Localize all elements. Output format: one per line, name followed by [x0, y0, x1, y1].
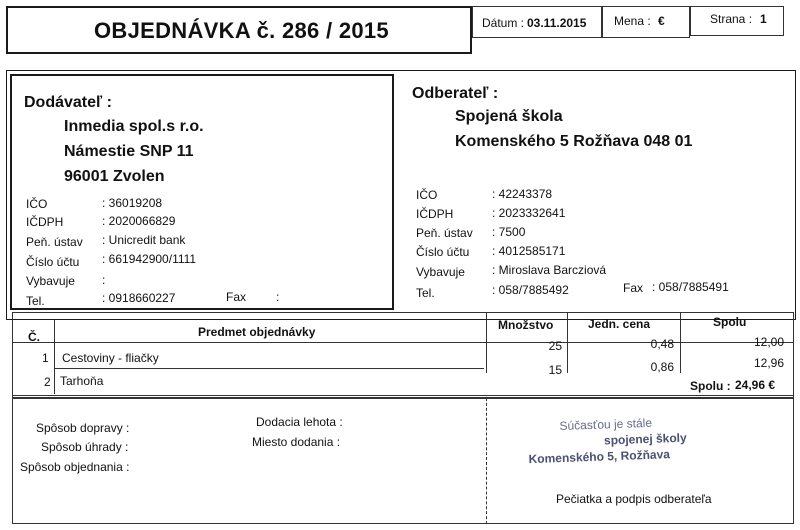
supplier-tel-label: Tel. [26, 294, 45, 308]
stamp-line-1: Súčasťou je stále [559, 415, 653, 434]
row-2-total: 12,96 [753, 356, 784, 370]
customer-contact-value: : Miroslava Barcziová [492, 263, 607, 277]
supplier-bank-label: Peň. ústav [26, 235, 83, 249]
col-divider-qty [567, 313, 568, 373]
supplier-bank-value: : Unicredit bank [102, 233, 186, 247]
col-divider-item [486, 313, 487, 373]
row-1-item: Cestoviny - fliačky [62, 351, 159, 365]
delivery-place-label: Miesto dodania : [252, 435, 341, 449]
row-2-item: Tarhoňa [60, 374, 104, 388]
row-2-unit-price: 0,86 [650, 360, 674, 374]
order-method-label: Spôsob objednania : [20, 460, 130, 474]
table-row-divider [54, 368, 484, 369]
col-divider-price [680, 313, 681, 373]
col-header-qty: Množstvo [498, 318, 554, 332]
col-header-item: Predmet objednávky [198, 325, 316, 339]
page-label: Strana : [710, 12, 753, 26]
col-header-total: Spolu [713, 315, 747, 329]
supplier-heading: Dodávateľ : [24, 94, 112, 111]
supplier-tel-value: : 0918660227 [102, 291, 176, 305]
footer-divider [486, 398, 487, 524]
customer-account-label: Číslo účtu [416, 245, 470, 259]
customer-icdph-value: : 2023332641 [492, 206, 566, 220]
customer-ico-label: IČO [416, 188, 438, 202]
supplier-contact-value: : [102, 273, 106, 287]
customer-fax-value: : 058/7885491 [652, 280, 729, 294]
date-label: Dátum : [482, 16, 525, 30]
row-1-unit-price: 0,48 [650, 337, 674, 351]
supplier-icdph-label: IČDPH [26, 215, 64, 229]
col-header-no: Č. [28, 330, 40, 344]
table-header-divider [12, 342, 794, 343]
customer-tel-label: Tel. [416, 286, 435, 300]
sum-label: Spolu : [690, 379, 731, 393]
supplier-city: 96001 Zvolen [64, 168, 165, 185]
signature-label: Pečiatka a podpis odberateľa [556, 492, 712, 506]
customer-fax-label: Fax [623, 281, 644, 295]
stamp-line-3: Komenského 5, Rožňava [528, 447, 671, 467]
page-value: 1 [760, 12, 767, 26]
customer-name: Spojená škola [455, 108, 563, 125]
supplier-contact-label: Vybavuje [26, 274, 75, 288]
date-value: 03.11.2015 [527, 16, 587, 30]
col-header-unit-price: Jedn. cena [588, 317, 651, 331]
row-1-qty: 25 [548, 339, 562, 353]
customer-bank-label: Peň. ústav [416, 226, 473, 240]
customer-heading: Odberateľ : [412, 85, 499, 102]
currency-value: € [658, 14, 665, 28]
supplier-account-value: : 661942900/1111 [102, 252, 197, 266]
stamp-line-2: spojenej školy [603, 430, 687, 448]
row-2-no: 2 [44, 375, 51, 389]
customer-contact-label: Vybavuje [416, 265, 465, 279]
col-divider-no [54, 320, 55, 394]
row-2-qty: 15 [548, 363, 562, 377]
customer-stamp [507, 412, 729, 468]
customer-tel-value: : 058/7885492 [492, 283, 569, 297]
page-title: OBJEDNÁVKA č. 286 / 2015 [94, 18, 389, 43]
supplier-street: Námestie SNP 11 [64, 143, 194, 160]
supplier-fax-value: : [276, 290, 280, 304]
supplier-fax-label: Fax [226, 290, 247, 304]
customer-icdph-label: IČDPH [416, 207, 454, 221]
currency-label: Mena : [614, 14, 651, 28]
supplier-ico-value: : 36019208 [102, 196, 163, 210]
supplier-account-label: Číslo účtu [26, 255, 80, 269]
delivery-deadline-label: Dodacia lehota : [256, 415, 343, 429]
table-sum-divider [12, 395, 794, 396]
sum-value: 24,96 € [735, 378, 776, 392]
row-1-total: 12,00 [753, 335, 784, 349]
customer-account-value: : 4012585171 [492, 244, 566, 258]
payment-label: Spôsob úhrady : [41, 440, 129, 454]
customer-ico-value: : 42243378 [492, 187, 553, 201]
supplier-ico-label: IČO [26, 197, 48, 211]
customer-address: Komenského 5 Rožňava 048 01 [455, 133, 693, 150]
supplier-name: Inmedia spol.s r.o. [64, 118, 204, 135]
row-1-no: 1 [42, 351, 49, 365]
customer-bank-value: : 7500 [492, 225, 526, 239]
supplier-icdph-value: : 2020066829 [102, 214, 176, 228]
transport-label: Spôsob dopravy : [36, 421, 130, 435]
